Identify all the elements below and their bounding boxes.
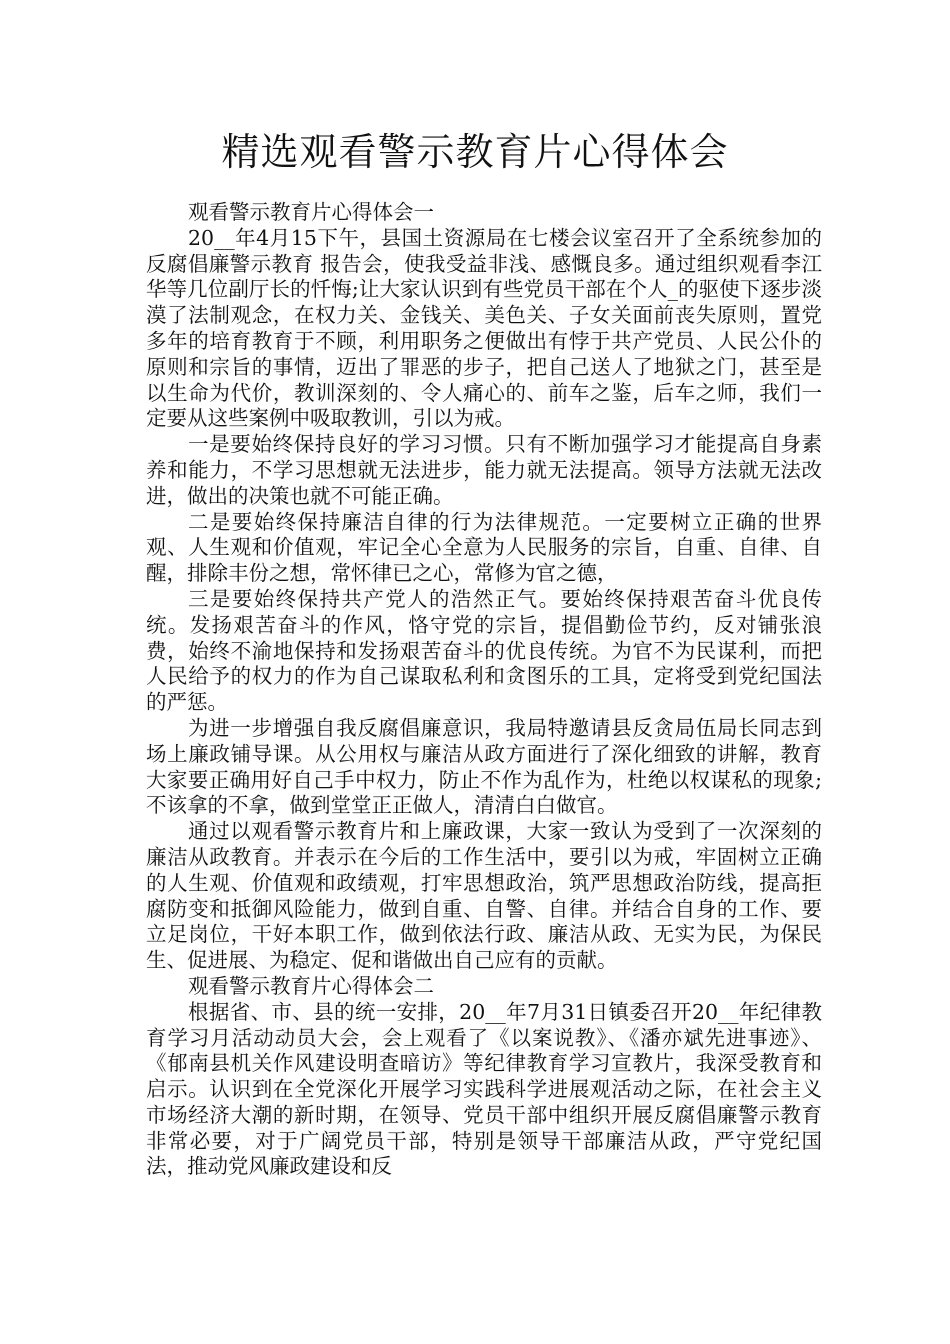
page-title: 精选观看警示教育片心得体会 [221,130,729,174]
paragraph: 根据省、市、县的统一安排，20__年7月31日镇委召开20__年纪律教育学习月活动动员大会，会上观看了《以案说教》、《潘亦斌先进事迹》、《郁南县机关作风建设明查暗访》等纪律教育学习宣教片，我深受教育和启示。认识到在全党深化开展学习实践科学进展观活动之际，在社会主义市场经济大潮的新时期，在领导、党员干部中组织开展反腐倡廉警示教育非常必要，对于广阔党员干部，特别是领导干部廉洁从政，严守党纪国法，推动党风廉政建设和反 [146,999,822,1179]
document-body [146,200,822,1180]
paragraph: 二是要始终保持廉洁自律的行为法律规范。一定要树立正确的世界观、人生观和价值观，牢记全心全意为人民服务的宗旨，自重、自律、自醒，排除丰份之想，常怀律已之心，常修为官之德， [146,509,822,586]
section-heading-1: 观看警示教育片心得体会一 [188,200,434,224]
paragraph: 为进一步增强自我反腐倡廉意识，我局特邀请县反贪局伍局长同志到场上廉政铺导课。从公用权与廉洁从政方面进行了深化细致的讲解，教育大家要正确用好自己手中权力，防止不作为乱作为，杜绝以权谋私的现象;不该拿的不拿，做到堂堂正正做人，清清白白做官。 [146,715,822,818]
paragraph: 三是要始终保持共产党人的浩然正气。要始终保持艰苦奋斗优良传统。发扬艰苦奋斗的作风，恪守党的宗旨，提倡勤俭节约，反对铺张浪费，始终不渝地保持和发扬艰苦奋斗的优良传统。为官不为民谋利，而把人民给予的权力的作为自己谋取私利和贪图乐的工具，定将受到党纪国法的严惩。 [146,586,822,715]
paragraph: 一是要始终保持良好的学习习惯。只有不断加强学习才能提高自身素养和能力，不学习思想就无法进步，能力就无法提高。领导方法就无法改进，做出的决策也就不可能正确。 [146,432,822,508]
paragraph: 通过以观看警示教育片和上廉政课，大家一致认为受到了一次深刻的廉洁从政教育。并表示在今后的工作生活中，要引以为戒，牢固树立正确的人生观、价值观和政绩观，打牢思想政治，筑严思想政治防线，提高拒腐防变和抵御风险能力，做到自重、自警、自律。并结合自身的工作、要立足岗位，干好本职工作，做到依法行政、廉洁从政、无实为民，为保民生、促进展、为稳定、促和谐做出自己应有的贡献。 [146,819,822,973]
paragraph: 20__年4月15下午，县国土资源局在七楼会议室召开了全系统参加的 反腐倡廉警示教育 报告会，使我受益非浅、感慨良多。通过组织观看李江华等几位副厅长的忏悔;让大家认识到有些党员干部在个人_的驱使下逐步淡漠了法制观念，在权力关、金钱关、美色关、子女关面前丧失原则，置党多年的培育教育于不顾，利用职务之便做出有悖于共产党员、人民公仆的原则和宗旨的事情，迈出了罪恶的步子，把自己送人了地狱之门，甚至是以生命为代价，教训深刻的、令人痛心的、前车之鉴，后车之师，我们一定要从这些案例中吸取教训，引以为戒。 [146,225,822,431]
section-heading-2: 观看警示教育片心得体会二 [188,973,434,998]
